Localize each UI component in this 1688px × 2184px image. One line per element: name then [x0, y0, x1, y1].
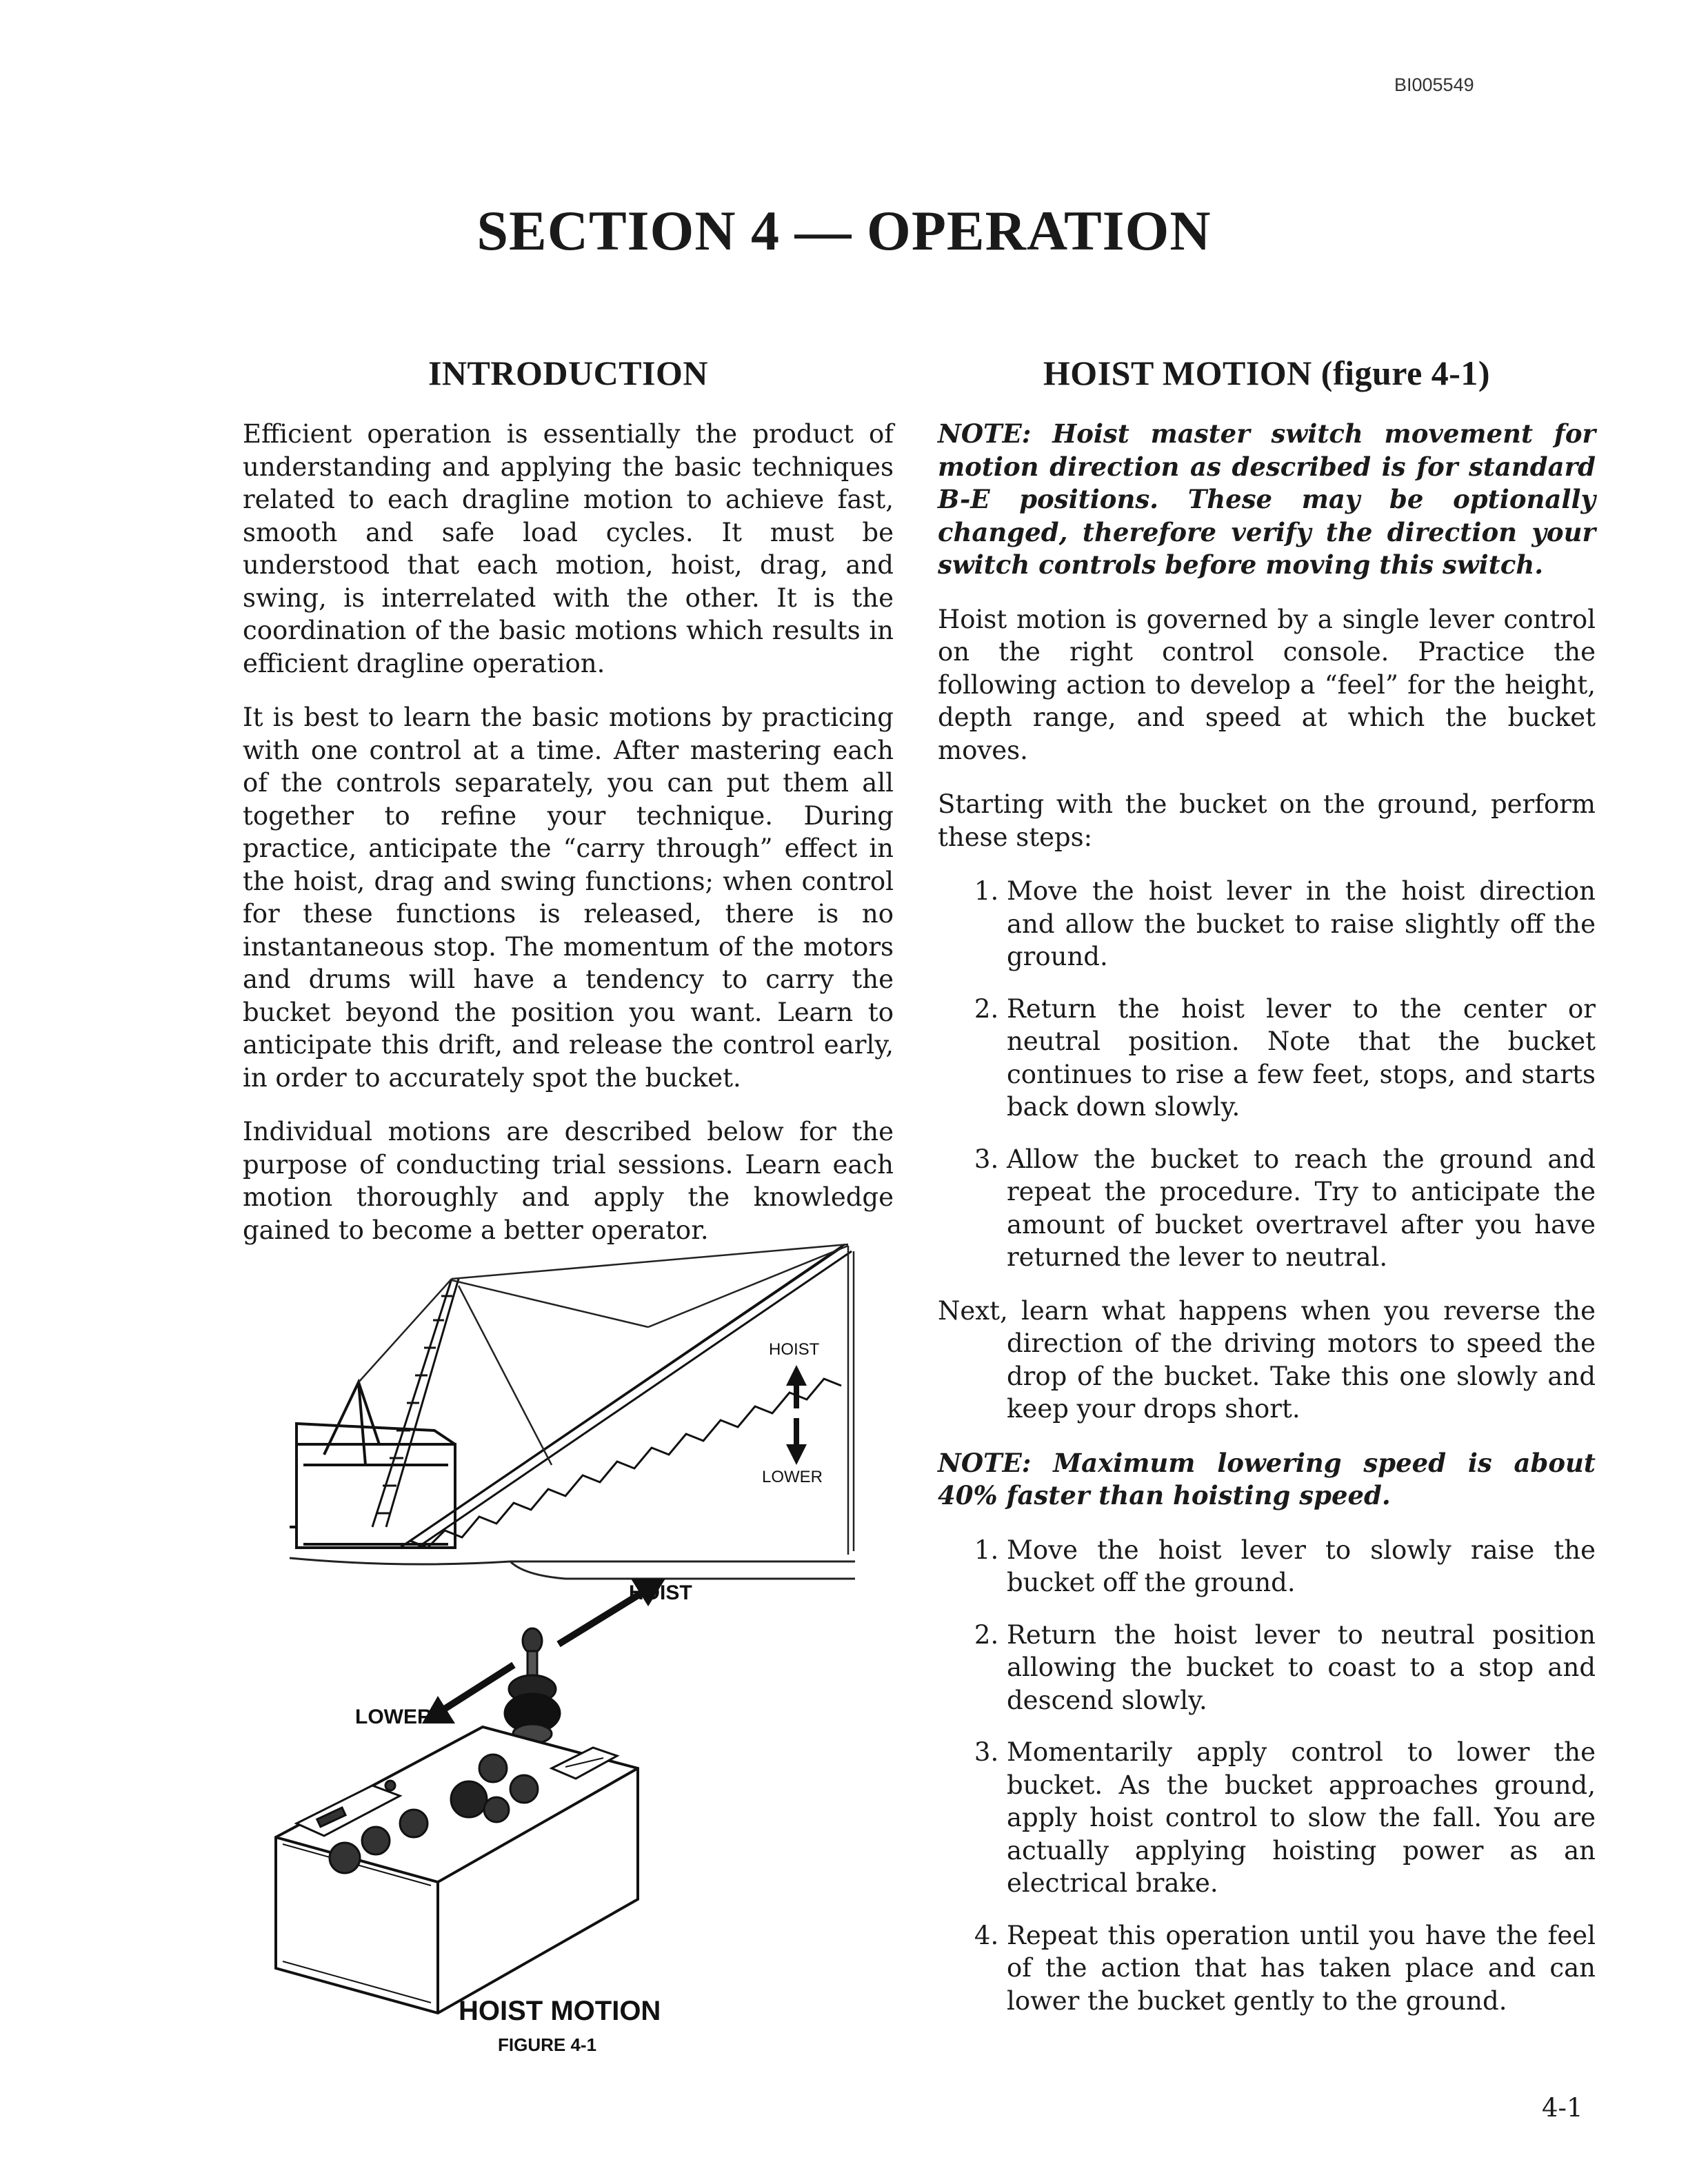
figure-caption-title: HOIST MOTION: [459, 1996, 661, 2026]
lower-direction-arrow-icon: [422, 1665, 514, 1723]
ground-line: [290, 1558, 855, 1579]
hoist-motion-column: [938, 353, 1596, 2038]
intro-paragraph-3: Individual motions are described below for the purpose of conducting trial sessions. Learn each motion thoroughly and apply the knowledge gained to become a better operator.: [243, 1117, 894, 1245]
list-item: 1. Move the hoist lever in the hoist direction and allow the bucket to raise slightly off the ground.: [1007, 875, 1596, 973]
hoist-steps-1: [938, 875, 1596, 1274]
down-arrow-icon: [786, 1418, 807, 1465]
list-item: 1. Move the hoist lever to slowly raise the bucket off the ground.: [1007, 1534, 1596, 1599]
list-item: 3. Momentarily apply control to lower the bucket. As the bucket approaches ground, apply hoist control to slow the fall. You are actually applying hoisting power as an electrical brake.: [1007, 1736, 1596, 1900]
up-arrow-icon: [786, 1365, 807, 1408]
boom: [400, 1244, 852, 1548]
section-title: SECTION 4 — OPERATION: [476, 199, 1212, 262]
hoist-note-1: NOTE: Hoist master switch movement for motion direction as described is for standard B-E positions. These may be optionally changed, therefore verify the direction your switch controls before moving this switch.: [938, 418, 1596, 580]
hoist-motion-illustration: [262, 1237, 883, 2054]
list-item: 2. Return the hoist lever to neutral position allowing the bucket to coast to a stop and descend slowly.: [1007, 1619, 1596, 1717]
joystick-icon: [505, 1628, 560, 1743]
hoist-motion-figure: [262, 1237, 883, 2054]
lower-label-lever: LOWER: [355, 1706, 432, 1728]
intro-paragraph-1: Efficient operation is essentially the product of understanding and applying the basic techniques related to each dragline motion to achieve fast, smooth and safe load cycles. It must be understood that each motion, hoist, drag, and swing, is interrelated with the other. It is the coordination of the basic motions which results in efficient dragline operation.: [243, 419, 894, 678]
page-number: 4-1: [1542, 2093, 1583, 2123]
hoist-paragraph-1: Hoist motion is governed by a single lever control on the right control console. Practice the following action to develop a “feel” for the height, depth range, and speed at which the bucket moves.: [938, 604, 1596, 765]
hoist-motion-heading: HOIST MOTION (figure 4-1): [1043, 354, 1491, 392]
introduction-heading: INTRODUCTION: [428, 354, 709, 392]
introduction-column: [243, 353, 894, 1268]
mast: [372, 1279, 459, 1527]
dragline-house: [290, 1424, 455, 1548]
hoist-label-upper: HOIST: [769, 1340, 820, 1359]
hoist-steps-2: [938, 1534, 1596, 2018]
intro-paragraph-2: It is best to learn the basic motions by practicing with one control at a time. After mastering each of the controls separately, you can put them all together to refine your technique. During practice, anticipate the “carry through” effect in the hoist, drag and swing functions; when control for these functions is released, there is no instantaneous stop. The momentum of the motors and drums will have a tendency to carry the bucket beyond the position you want. Learn to anticipate this drift, and release the control early, in order to accurately spot the bucket.: [243, 702, 894, 1093]
hoist-label-lever: HOIST: [629, 1581, 692, 1604]
lower-label-upper: LOWER: [762, 1468, 823, 1486]
hoist-paragraph-3: Next, learn what happens when you reverse the direction of the driving motors to speed the drop of the bucket. Take this one slowly and keep your drops short.: [938, 1295, 1596, 1424]
hoist-paragraph-2: Starting with the bucket on the ground, perform these steps:: [938, 789, 1596, 852]
document-id: BI005549: [1394, 74, 1474, 95]
a-frame: [324, 1382, 379, 1465]
list-item: 4. Repeat this operation until you have the feel of the action that has taken place and can lower the bucket gently to the ground.: [1007, 1919, 1596, 2018]
figure-caption-number: FIGURE 4-1: [498, 2034, 597, 2054]
list-item: 3. Allow the bucket to reach the ground and repeat the procedure. Try to anticipate the amount of bucket overtravel after you have returned the lever to neutral.: [1007, 1143, 1596, 1274]
hoist-note-2: NOTE: Maximum lowering speed is about 40% faster than hoisting speed.: [938, 1447, 1596, 1510]
list-item: 2. Return the hoist lever to the center or neutral position. Note that the bucket continues to rise a few feet, stops, and starts back down slowly.: [1007, 993, 1596, 1124]
